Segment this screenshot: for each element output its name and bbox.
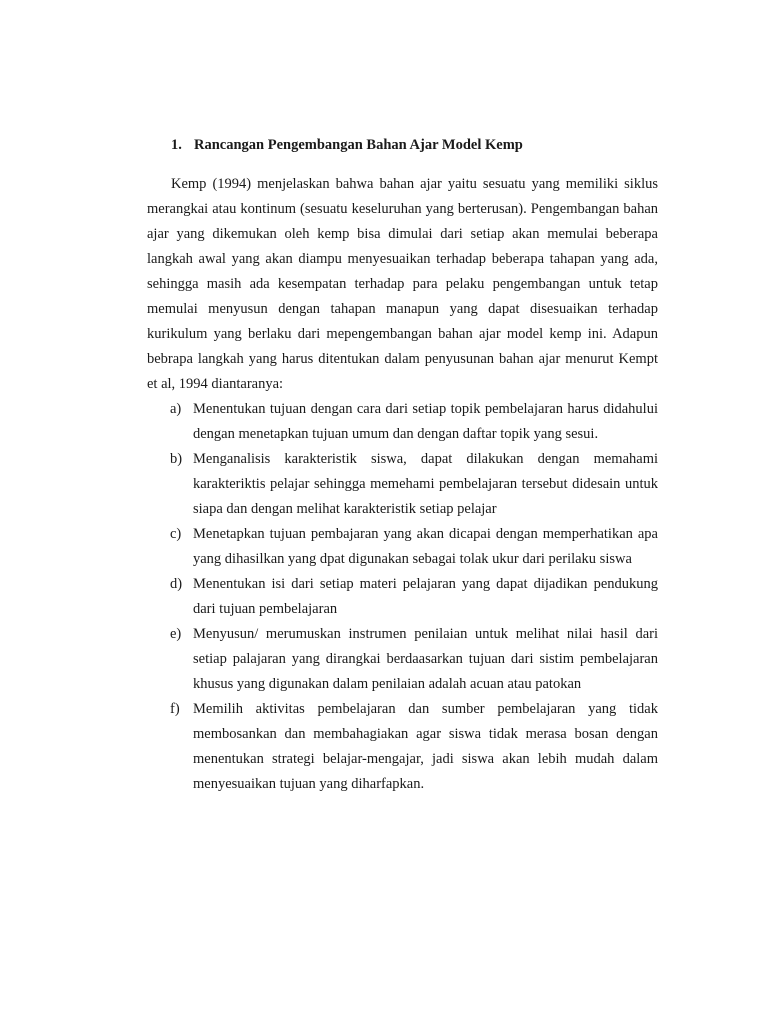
list-item <box>147 622 658 697</box>
list-item <box>147 447 658 522</box>
list-item-text: Menentukan isi dari setiap materi pelajaran yang dapat dijadikan pendukung dari tujuan pembelajaran <box>193 576 658 617</box>
section-title: Rancangan Pengembangan Bahan Ajar Model Kemp <box>194 137 523 153</box>
step-list <box>147 397 658 797</box>
list-marker: e) <box>170 626 182 642</box>
list-item <box>147 397 658 447</box>
list-marker: d) <box>170 576 183 592</box>
list-marker: c) <box>170 526 182 542</box>
list-item-text: Menyusun/ merumuskan instrumen penilaian untuk melihat nilai hasil dari setiap palajaran yang dirangkai berdaasarkan tujuan dari sistim pembelajaran khusus yang digunakan dalam penilaian adalah acuan atau patokan <box>193 626 658 692</box>
list-item <box>147 522 658 572</box>
list-item-text: Menentukan tujuan dengan cara dari setiap topik pembelajaran harus didahului dengan menetapkan tujuan umum dan dengan daftar topik yang sesui. <box>193 401 658 442</box>
body-paragraph: Kemp (1994) menjelaskan bahwa bahan ajar yaitu sesuatu yang memiliki siklus merangkai atau kontinum (sesuatu keseluruhan yang berterusan). Pengembangan bahan ajar yang dikemukan oleh kemp bisa dimulai dari setiap akan memulai beberapa langkah awal yang akan diampu menyesuaikan terhadap beberapa tahapan yang ada, sehingga masih ada kesempatan terhadap para pelaku pengembangan untuk tetap memulai menyusun dengan tahapan manapun yang dapat disesuaikan terhadap kurikulum yang berlaku dari mepengembangan bahan ajar model kemp ini. Adapun bebrapa langkah yang harus ditentukan dalam penyusunan bahan ajar menurut Kempt et al, 1994 diantaranya: <box>147 176 658 392</box>
list-item-text: Menetapkan tujuan pembajaran yang akan dicapai dengan memperhatikan apa yang dihasilkan yang dpat digunakan sebagai tolak ukur dari perilaku siswa <box>193 526 658 567</box>
list-marker: f) <box>170 701 180 717</box>
section-heading <box>171 137 523 154</box>
list-item <box>147 697 658 797</box>
list-item-text: Menganalisis karakteristik siswa, dapat dilakukan dengan memahami karakteriktis pelajar sehingga memehami pembelajaran tersebut didesain untuk siapa dan dengan melihat karakteristik setiap pelajar <box>193 451 658 517</box>
list-item <box>147 572 658 622</box>
list-marker: a) <box>170 401 182 417</box>
section-number: 1. <box>171 137 182 153</box>
list-marker: b) <box>170 451 183 467</box>
list-item-text: Memilih aktivitas pembelajaran dan sumber pembelajaran yang tidak membosankan dan membahagiakan agar siswa tidak merasa bosan dengan menentukan strategi belajar-mengajar, jadi siswa akan lebih mudah dalam menyesuaikan tujuan yang diharfapkan. <box>193 701 658 792</box>
